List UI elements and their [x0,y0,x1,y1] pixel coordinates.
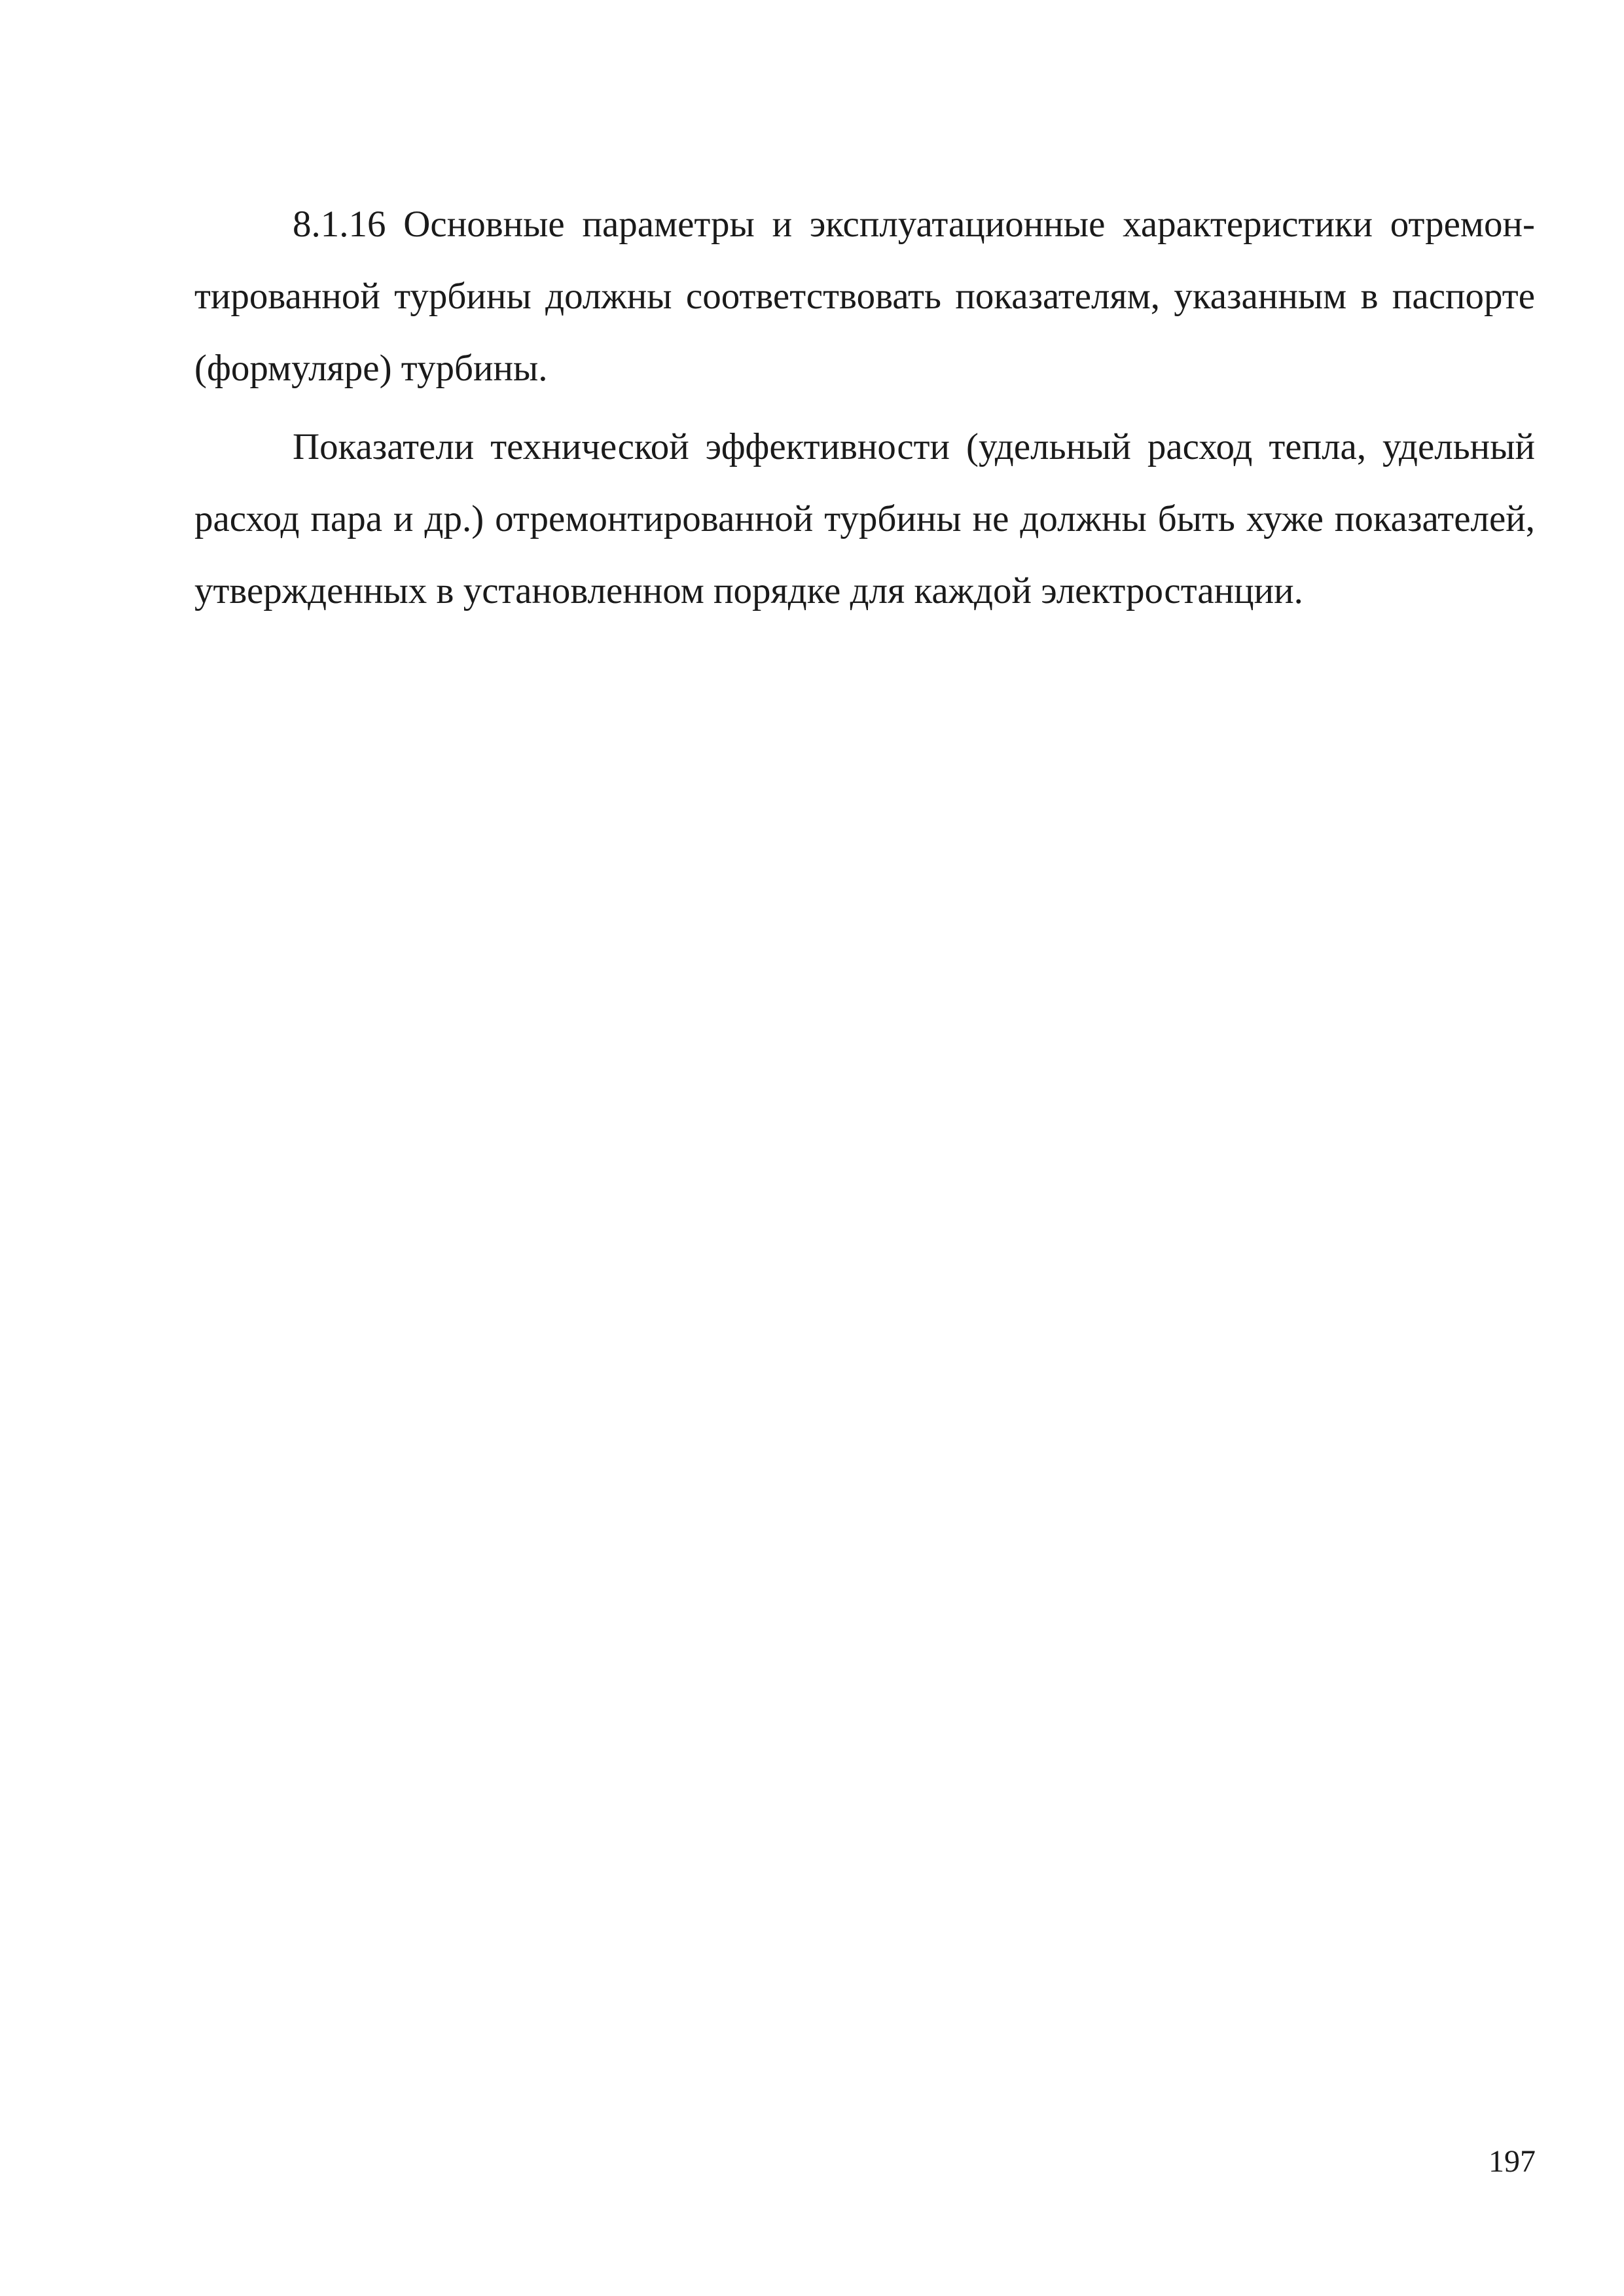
page-number: 197 [1489,2144,1536,2179]
page-body [194,189,1535,627]
paragraph-8-1-16: 8.1.16 Основные параметры и эксплуатационные характеристики отремонтированной турбины должны соответствовать показателям, указанным в паспорте (формуляре) турбины. [194,204,1535,389]
paragraph-efficiency: Показатели технической эффективности (удельный расход тепла, удельный расход пара и др.) отремонтированной турбины не должны быть хуже показателей, утвержденных в установленном порядке для каждой электростанции. [194,426,1535,611]
